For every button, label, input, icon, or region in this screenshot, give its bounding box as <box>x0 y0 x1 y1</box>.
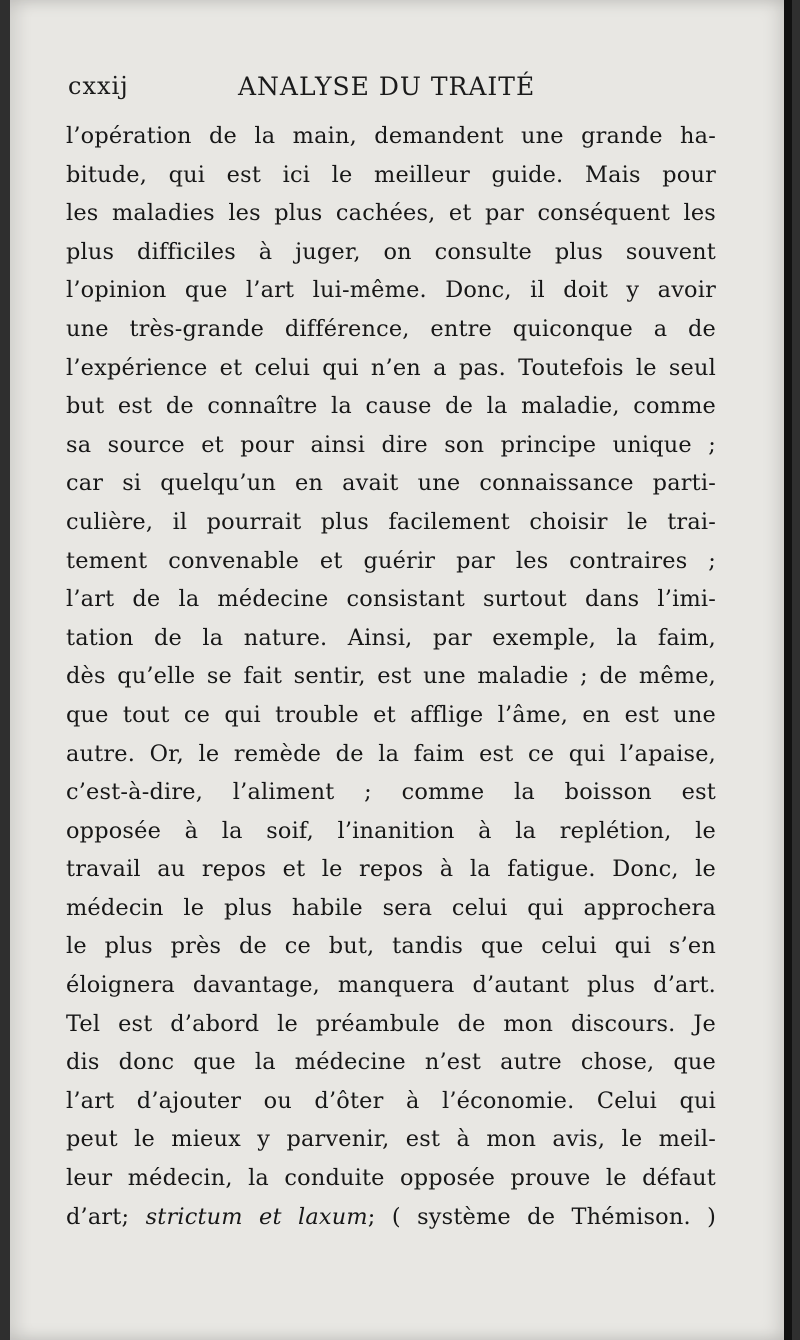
book-page <box>10 0 792 1340</box>
text-line: culière, il pourrait plus facilement choisir le trai- <box>66 508 716 535</box>
text-line: tation de la nature. Ainsi, par exemple, la faim, <box>66 624 716 651</box>
text-line: c’est-à-dire, l’aliment ; comme la boisson est <box>66 779 716 806</box>
text-line: dis donc que la médecine n’est autre chose, que <box>66 1049 716 1076</box>
text-line: une très-grande différence, entre quiconque a de <box>66 315 716 342</box>
text-line: bitude, qui est ici le meilleur guide. Mais pour <box>66 161 716 188</box>
text-line: l’opinion que l’art lui-même. Donc, il doit y avoir <box>66 277 716 304</box>
text-line: l’art de la médecine consistant surtout dans l’imi- <box>66 586 716 613</box>
text-line: dès qu’elle se fait sentir, est une maladie ; de même, <box>66 663 716 690</box>
text-line: l’expérience et celui qui n’en a pas. Toutefois le seul <box>66 354 716 381</box>
text-line: travail au repos et le repos à la fatigue. Donc, le <box>66 856 716 883</box>
text-line: l’opération de la main, demandent une grande ha- <box>66 123 716 149</box>
body-text <box>66 117 716 1236</box>
final-line-end: ; ( système de Thémison. ) <box>367 1203 717 1230</box>
text-line: but est de connaître la cause de la maladie, comme <box>66 393 716 420</box>
text-line: leur médecin, la conduite opposée prouve le défaut <box>66 1165 716 1192</box>
page-number: cxxij <box>68 72 129 100</box>
text-line: opposée à la soif, l’inanition à la replétion, le <box>66 817 716 844</box>
italic-latin-term: strictum et laxum <box>145 1203 368 1230</box>
text-line: les maladies les plus cachées, et par conséquent les <box>66 200 716 227</box>
page-edge-shadow <box>784 0 792 1340</box>
text-line: peut le mieux y parvenir, est à mon avis, le meil- <box>66 1126 716 1153</box>
final-text-line <box>66 1198 716 1237</box>
text-line: le plus près de ce but, tandis que celui qui s’en <box>66 933 716 960</box>
text-line: sa source et pour ainsi dire son principe unique ; <box>66 431 716 458</box>
running-head <box>68 72 708 106</box>
text-line: plus difficiles à juger, on consulte plus souvent <box>66 238 716 265</box>
text-line: l’art d’ajouter ou d’ôter à l’économie. Celui qui <box>66 1087 716 1114</box>
text-line: Tel est d’abord le préambule de mon discours. Je <box>66 1010 716 1037</box>
text-line: car si quelqu’un en avait une connaissance parti- <box>66 470 716 497</box>
final-line-start: d’art; <box>66 1203 146 1230</box>
running-title: ANALYSE DU TRAITÉ <box>238 72 536 101</box>
text-line: éloignera davantage, manquera d’autant plus d’art. <box>66 972 716 999</box>
text-line: tement convenable et guérir par les contraires ; <box>66 547 716 574</box>
text-line: que tout ce qui trouble et afflige l’âme, en est une <box>66 701 716 728</box>
text-line: autre. Or, le remède de la faim est ce qui l’apaise, <box>66 740 716 767</box>
text-line: médecin le plus habile sera celui qui approchera <box>66 894 716 921</box>
